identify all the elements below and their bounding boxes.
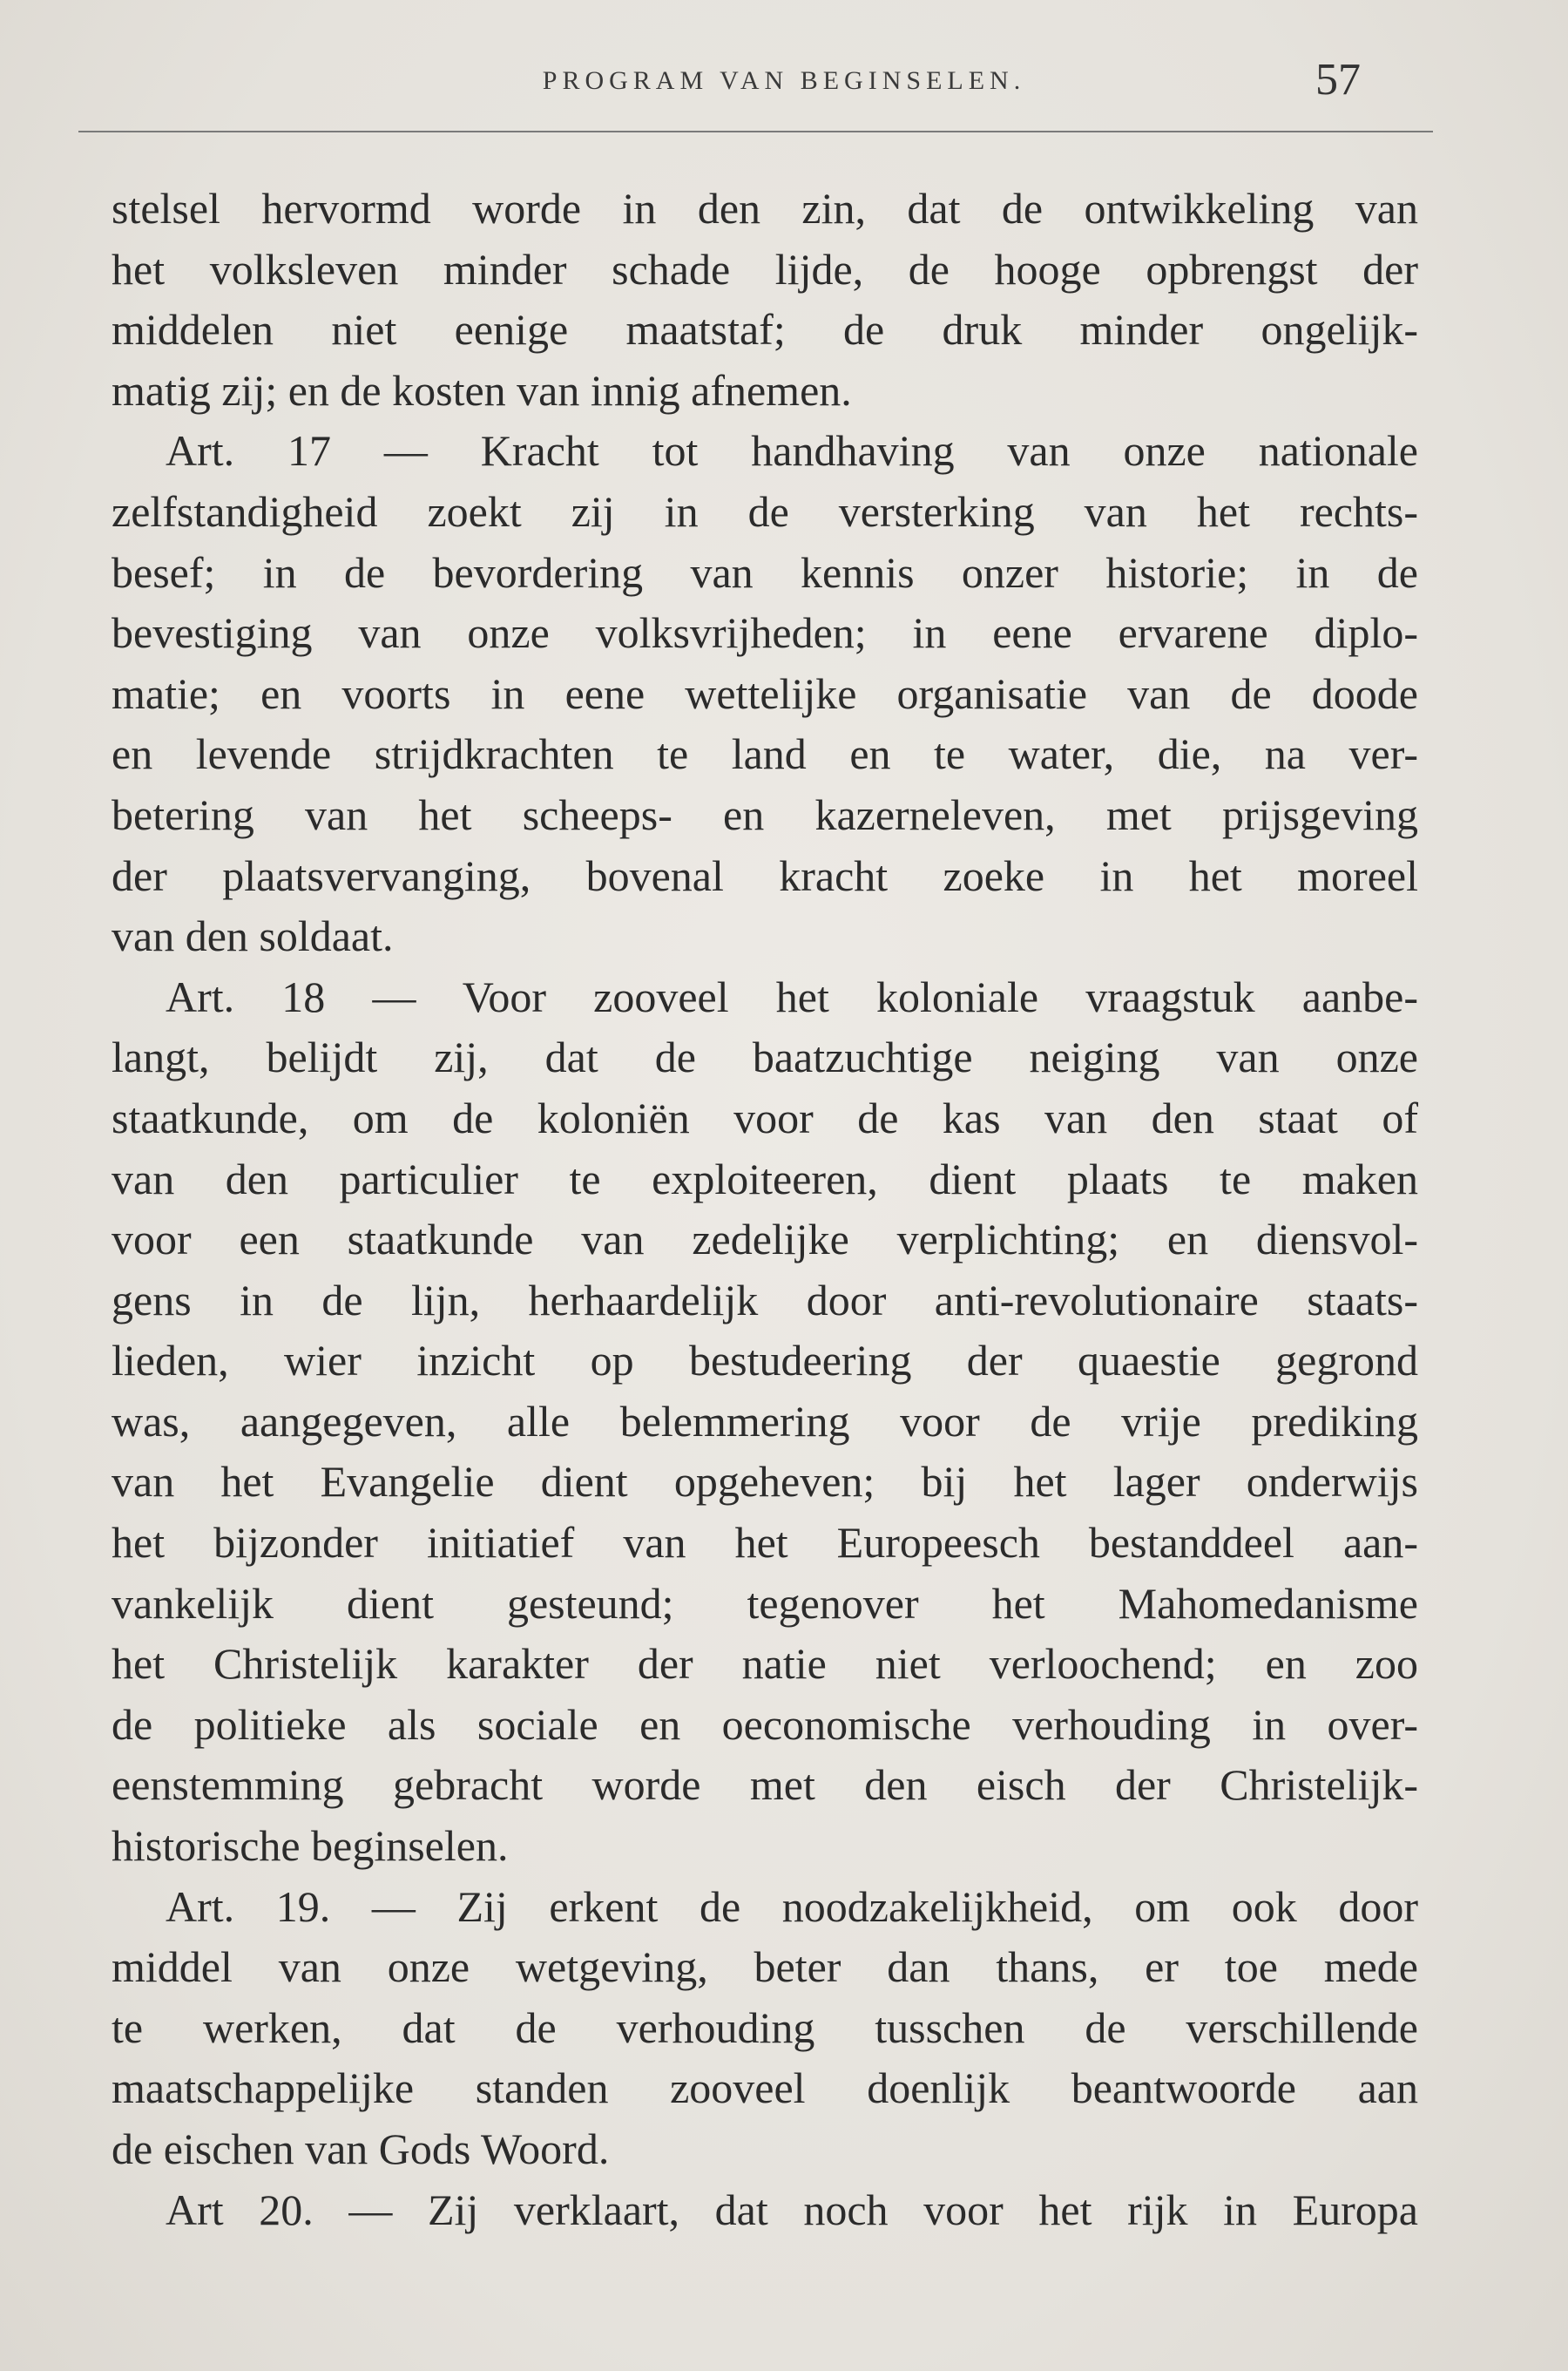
text-line: staatkunde, om de koloniën voor de kas van den staat of [112, 1093, 1418, 1142]
text-line: de politieke als sociale en oeconomische verhouding in over- [112, 1699, 1418, 1749]
text-line: matie; en voorts in eene wettelijke organisatie van de doode [112, 668, 1418, 718]
text-line: de eischen van Gods Woord. [112, 2124, 610, 2173]
page-number: 57 [1315, 55, 1361, 105]
text-line: gens in de lijn, herhaardelijk door anti-revolutionaire staats- [112, 1275, 1418, 1324]
text-line: te werken, dat de verhouding tusschen de verschillende [112, 2002, 1418, 2052]
text-line: Art. 19. — Zij erkent de noodzakelijkheid, om ook door [166, 1881, 1418, 1931]
text-line: eenstemming gebracht worde met den eisch der Christelijk- [112, 1760, 1418, 1810]
text-line: Art. 18 — Voor zooveel het koloniale vraagstuk aanbe- [166, 972, 1418, 1021]
text-line: Art. 17 — Kracht tot handhaving van onze nationale [166, 426, 1418, 476]
text-line: was, aangegeven, alle belemmering voor de vrije prediking [112, 1396, 1418, 1446]
text-line: maatschappelijke standen zooveel doenlijk beantwoorde aan [112, 2063, 1418, 2113]
text-line: het Christelijk karakter der natie niet verloochend; en zoo [112, 1639, 1418, 1689]
running-title: PROGRAM VAN BEGINSELEN. [542, 66, 1026, 95]
text-line: der plaatsvervanging, bovenal kracht zoeke in het moreel [112, 850, 1418, 900]
text-line: historische beginselen. [112, 1821, 509, 1871]
text-line: van het Evangelie dient opgeheven; bij het lager onderwijs [112, 1457, 1418, 1507]
text-line: stelsel hervormd worde in den zin, dat de ontwikkeling van [112, 184, 1418, 233]
text-line: zelfstandigheid zoekt zij in de versterking van het rechts- [112, 486, 1418, 536]
text-line: langt, belijdt zij, dat de baatzuchtige neiging van onze [112, 1033, 1418, 1082]
body-text [112, 179, 1418, 2240]
text-line: voor een staatkunde van zedelijke verplichting; en diensvol- [112, 1215, 1418, 1264]
text-line: betering van het scheeps- en kazerneleven, met prijsgeving [112, 789, 1418, 839]
text-line: het volksleven minder schade lijde, de hooge opbrengst der [112, 244, 1418, 294]
text-line: van den soldaat. [112, 911, 394, 961]
text-line: en levende strijdkrachten te land en te water, die, na ver- [112, 729, 1418, 779]
text-line: middelen niet eenige maatstaf; de druk minder ongelijk- [112, 305, 1418, 355]
text-line: lieden, wier inzicht op bestudeering der quaestie gegrond [112, 1336, 1418, 1385]
text-line: van den particulier te exploiteeren, dient plaats te maken [112, 1154, 1418, 1203]
text-line: matig zij; en de kosten van innig afnemen. [112, 365, 852, 415]
text-line: besef; in de bevordering van kennis onzer historie; in de [112, 547, 1418, 597]
text-line: het bijzonder initiatief van het Europeesch bestanddeel aan- [112, 1518, 1418, 1568]
text-line: vankelijk dient gesteund; tegenover het Mahomedanisme [112, 1578, 1418, 1628]
text-line: middel van onze wetgeving, beter dan thans, er toe mede [112, 1942, 1418, 1992]
text-line: Art 20. — Zij verklaart, dat noch voor het rijk in Europa [166, 2185, 1418, 2234]
header-rule [78, 131, 1433, 132]
text-line: bevestiging van onze volksvrijheden; in eene ervarene diplo- [112, 608, 1418, 658]
running-head [0, 54, 1568, 115]
